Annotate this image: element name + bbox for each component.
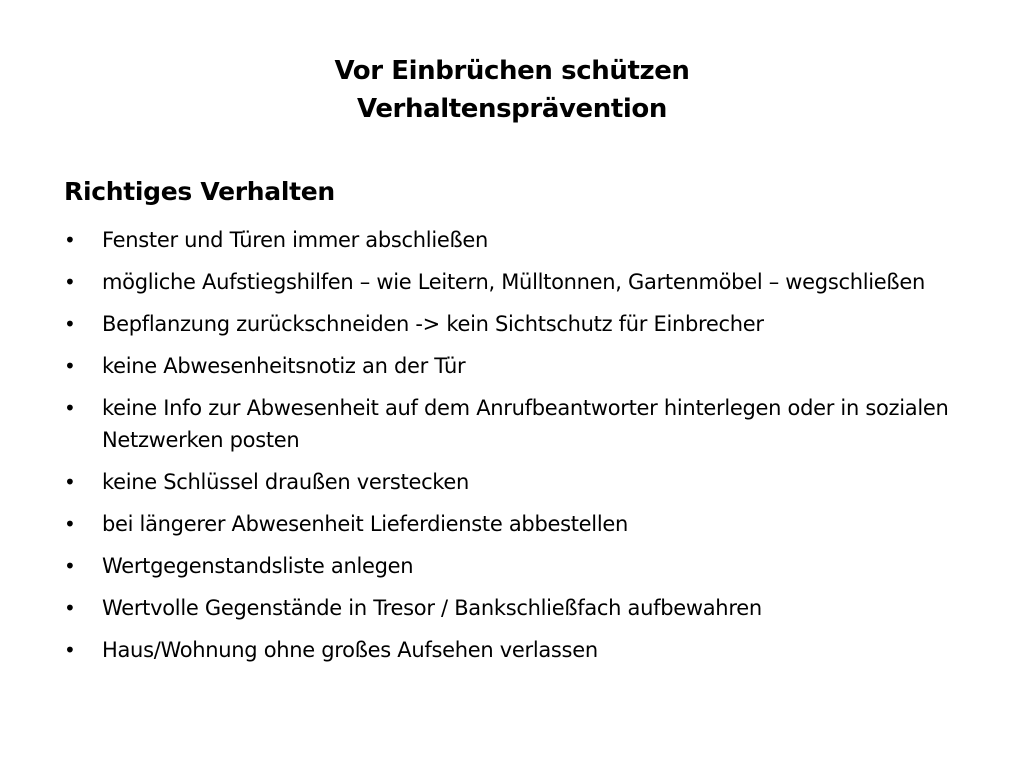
bullet-icon: •	[64, 470, 76, 494]
bullet-item	[64, 634, 974, 666]
bullet-icon: •	[64, 396, 76, 420]
bullet-icon: •	[64, 596, 76, 620]
bullet-text: Fenster und Türen immer abschließen	[102, 228, 489, 252]
bullet-text: bei längerer Abwesenheit Lieferdienste abbestellen	[102, 512, 628, 536]
bullet-icon: •	[64, 228, 76, 252]
bullet-item	[64, 266, 974, 298]
bullet-list	[64, 224, 974, 676]
bullet-text: keine Abwesenheitsnotiz an der Tür	[102, 354, 466, 378]
bullet-item	[64, 550, 974, 582]
bullet-icon: •	[64, 512, 76, 536]
bullet-icon: •	[64, 554, 76, 578]
bullet-item	[64, 508, 974, 540]
bullet-item	[64, 350, 974, 382]
bullet-text: mögliche Aufstiegshilfen – wie Leitern, Mülltonnen, Gartenmöbel – wegschließen	[102, 270, 925, 294]
section-heading: Richtiges Verhalten	[64, 177, 335, 206]
bullet-item	[64, 224, 974, 256]
bullet-item	[64, 308, 974, 340]
bullet-item	[64, 392, 974, 456]
bullet-item	[64, 592, 974, 624]
slide-title-line-1: Vor Einbrüchen schützen	[334, 56, 690, 86]
bullet-item	[64, 466, 974, 498]
slide-title	[0, 52, 1024, 128]
bullet-icon: •	[64, 270, 76, 294]
bullet-text: Bepflanzung zurückschneiden -> kein Sichtschutz für Einbrecher	[102, 312, 764, 336]
slide-title-line-2: Verhaltensprävention	[357, 94, 667, 124]
bullet-icon: •	[64, 638, 76, 662]
bullet-text: Haus/Wohnung ohne großes Aufsehen verlassen	[102, 638, 598, 662]
bullet-icon: •	[64, 312, 76, 336]
bullet-text: Wertvolle Gegenstände in Tresor / Bankschließfach aufbewahren	[102, 596, 762, 620]
bullet-text: Wertgegenstandsliste anlegen	[102, 554, 414, 578]
bullet-text: keine Info zur Abwesenheit auf dem Anrufbeantworter hinterlegen oder in sozialen Netzwerken posten	[102, 396, 949, 452]
bullet-icon: •	[64, 354, 76, 378]
bullet-text: keine Schlüssel draußen verstecken	[102, 470, 470, 494]
